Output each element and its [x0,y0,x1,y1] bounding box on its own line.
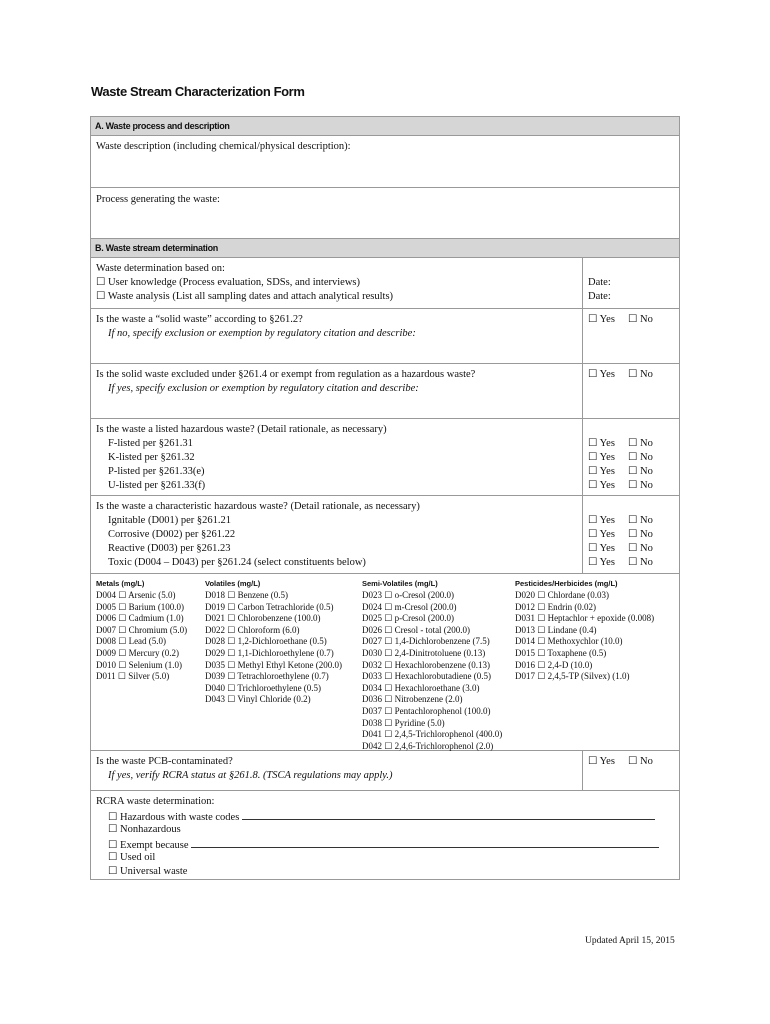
metals-constituent-checkbox[interactable]: D006 ☐ Cadmium (1.0) [96,613,184,624]
volatiles-constituent-checkbox[interactable]: D019 ☐ Carbon Tetrachloride (0.5) [205,601,334,612]
metals-constituent-checkbox[interactable]: D010 ☐ Selenium (1.0) [96,659,183,670]
listed-item: U-listed per §261.33(f) [108,480,206,491]
section-a-header: A. Waste process and description [91,117,679,136]
semivolatiles-constituent-checkbox[interactable]: D033 ☐ Hexachlorobutadiene (0.5) [362,671,492,682]
semivolatiles-column [362,578,515,751]
volatiles-column [205,578,362,744]
listed-row [91,419,679,496]
pcb-yes-checkbox[interactable]: ☐ Yes [588,756,615,767]
p-listed-yes[interactable]: ☐ Yes [588,466,615,477]
semivolatiles-constituent-checkbox[interactable]: D025 ☐ p-Cresol (200.0) [362,613,455,624]
metals-column [96,578,205,744]
metals-constituent-checkbox[interactable]: D011 ☐ Silver (5.0) [96,671,170,682]
pesticides-column [515,578,665,744]
metals-constituent-checkbox[interactable]: D007 ☐ Chromium (5.0) [96,624,188,635]
date-field-1[interactable]: Date: [588,277,611,288]
semivolatiles-constituent-checkbox[interactable]: D032 ☐ Hexachlorobenzene (0.13) [362,659,491,670]
process-field[interactable] [91,188,679,239]
constituents-grid [91,574,679,751]
characteristic-question: Is the waste a characteristic hazardous waste? (Detail rationale, as necessary) [96,501,420,512]
solid-waste-note: If no, specify exclusion or exemption by regulatory citation and describe: [108,328,416,339]
pcb-note: If yes, verify RCRA status at §261.8. (TSCA regulations may apply.) [108,770,393,781]
u-listed-yes[interactable]: ☐ Yes [588,480,615,491]
page-title: Waste Stream Characterization Form [91,84,305,99]
waste-description-field[interactable] [91,136,679,188]
pcb-row [91,751,679,791]
semivolatiles-constituent-checkbox[interactable]: D030 ☐ 2,4-Dinitrotoluene (0.13) [362,647,486,658]
ignitable-yes[interactable]: ☐ Yes [588,515,615,526]
volatiles-constituent-checkbox[interactable]: D043 ☐ Vinyl Chloride (0.2) [205,694,311,705]
characteristic-item: Corrosive (D002) per §261.22 [108,529,236,540]
reactive-no[interactable]: ☐ No [628,543,653,554]
listed-question: Is the waste a listed hazardous waste? (Detail rationale, as necessary) [96,424,387,435]
pesticides-constituent-checkbox[interactable]: D017 ☐ 2,4,5-TP (Silvex) (1.0) [515,671,630,682]
rcra-determination [91,791,679,879]
pcb-no-checkbox[interactable]: ☐ No [628,756,653,767]
universal-waste-checkbox[interactable]: ☐ Universal waste [108,866,188,877]
solid-no-checkbox[interactable]: ☐ No [628,314,653,325]
corrosive-no[interactable]: ☐ No [628,529,653,540]
semivolatiles-constituent-checkbox[interactable]: D024 ☐ m-Cresol (200.0) [362,601,457,612]
volatiles-constituent-checkbox[interactable]: D040 ☐ Trichloroethylene (0.5) [205,682,322,693]
used-oil-checkbox[interactable]: ☐ Used oil [108,852,156,863]
pesticides-constituent-checkbox[interactable]: D012 ☐ Endrin (0.02) [515,601,597,612]
pesticides-constituent-checkbox[interactable]: D014 ☐ Methoxychlor (10.0) [515,636,623,647]
listed-item: K-listed per §261.32 [108,452,195,463]
excluded-no-checkbox[interactable]: ☐ No [628,369,653,380]
determination-basis [91,258,679,309]
pesticides-constituent-checkbox[interactable]: D031 ☐ Heptachlor + epoxide (0.008) [515,613,655,624]
nonhazardous-checkbox[interactable]: ☐ Nonhazardous [108,824,181,835]
waste-codes-line[interactable] [242,809,655,820]
user-knowledge-checkbox[interactable]: ☐ User knowledge (Process evaluation, SDSs, and interviews) [96,277,360,288]
basis-heading: Waste determination based on: [96,263,225,274]
rcra-heading: RCRA waste determination: [96,796,215,807]
excluded-question: Is the solid waste excluded under §261.4 or exempt from regulation as a hazardous waste? [96,369,476,380]
exempt-checkbox[interactable]: ☐ Exempt because [108,840,189,851]
volatiles-constituent-checkbox[interactable]: D039 ☐ Tetrachloroethylene (0.7) [205,671,329,682]
semivolatiles-constituent-checkbox[interactable]: D027 ☐ 1,4-Dichlorobenzene (7.5) [362,636,490,647]
metals-constituent-checkbox[interactable]: D004 ☐ Arsenic (5.0) [96,590,176,600]
u-listed-no[interactable]: ☐ No [628,480,653,491]
volatiles-constituent-checkbox[interactable]: D021 ☐ Chlorobenzene (100.0) [205,613,321,624]
pesticides-constituent-checkbox[interactable]: D016 ☐ 2,4-D (10.0) [515,659,593,670]
excluded-note: If yes, specify exclusion or exemption by regulatory citation and describe: [108,383,419,394]
metals-constituent-checkbox[interactable]: D008 ☐ Lead (5.0) [96,636,167,647]
semivolatiles-constituent-checkbox[interactable]: D034 ☐ Hexachloroethane (3.0) [362,682,480,693]
pcb-question: Is the waste PCB-contaminated? [96,756,233,767]
volatiles-heading: Volatiles (mg/L) [205,579,261,588]
semivolatiles-constituent-checkbox[interactable]: D038 ☐ Pyridine (5.0) [362,717,445,728]
volatiles-constituent-checkbox[interactable]: D028 ☐ 1,2-Dichloroethane (0.5) [205,636,327,647]
k-listed-no[interactable]: ☐ No [628,452,653,463]
ignitable-no[interactable]: ☐ No [628,515,653,526]
semivolatiles-constituent-checkbox[interactable]: D041 ☐ 2,4,5-Trichlorophenol (400.0) [362,729,503,740]
f-listed-no[interactable]: ☐ No [628,438,653,449]
listed-item: P-listed per §261.33(e) [108,466,205,477]
section-b-header: B. Waste stream determination [91,239,679,258]
characteristic-item: Reactive (D003) per §261.23 [108,543,231,554]
semivolatiles-constituent-checkbox[interactable]: D026 ☐ Cresol - total (200.0) [362,624,471,635]
volatiles-constituent-checkbox[interactable]: D029 ☐ 1,1-Dichloroethylene (0.7) [205,647,334,658]
hazardous-checkbox[interactable]: ☐ Hazardous with waste codes [108,812,240,823]
excluded-row [91,364,679,419]
date-field-2[interactable]: Date: [588,291,611,302]
toxic-no[interactable]: ☐ No [628,557,653,568]
semivolatiles-constituent-checkbox[interactable]: D023 ☐ o-Cresol (200.0) [362,590,455,600]
solid-waste-question: Is the waste a “solid waste” according to §261.2? [96,314,303,325]
volatiles-constituent-checkbox[interactable]: D035 ☐ Methyl Ethyl Ketone (200.0) [205,659,343,670]
pesticides-constituent-checkbox[interactable]: D015 ☐ Toxaphene (0.5) [515,647,607,658]
toxic-yes[interactable]: ☐ Yes [588,557,615,568]
f-listed-yes[interactable]: ☐ Yes [588,438,615,449]
reactive-yes[interactable]: ☐ Yes [588,543,615,554]
semivolatiles-heading: Semi-Volatiles (mg/L) [362,579,438,588]
k-listed-yes[interactable]: ☐ Yes [588,452,615,463]
process-label: Process generating the waste: [96,194,220,205]
waste-form [90,116,680,880]
exempt-reason-line[interactable] [191,837,659,848]
metals-heading: Metals (mg/L) [96,579,145,588]
waste-description-label: Waste description (including chemical/physical description): [96,141,351,152]
solid-waste-row [91,309,679,364]
pesticides-heading: Pesticides/Herbicides (mg/L) [515,579,618,588]
characteristic-row [91,496,679,574]
p-listed-no[interactable]: ☐ No [628,466,653,477]
updated-date: Updated April 15, 2015 [585,936,675,946]
semivolatiles-constituent-checkbox[interactable]: D036 ☐ Nitrobenzene (2.0) [362,694,463,705]
excluded-yes-checkbox[interactable]: ☐ Yes [588,369,615,380]
characteristic-item: Toxic (D004 – D043) per §261.24 (select constituents below) [108,557,366,568]
waste-analysis-checkbox[interactable]: ☐ Waste analysis (List all sampling dates and attach analytical results) [96,291,394,302]
solid-yes-checkbox[interactable]: ☐ Yes [588,314,615,325]
metals-constituent-checkbox[interactable]: D005 ☐ Barium (100.0) [96,601,185,612]
metals-constituent-checkbox[interactable]: D009 ☐ Mercury (0.2) [96,647,180,658]
volatiles-constituent-checkbox[interactable]: D018 ☐ Benzene (0.5) [205,590,289,600]
pesticides-constituent-checkbox[interactable]: D013 ☐ Lindane (0.4) [515,624,597,635]
listed-item: F-listed per §261.31 [108,438,193,449]
semivolatiles-constituent-checkbox[interactable]: D037 ☐ Pentachlorophenol (100.0) [362,705,491,716]
pesticides-constituent-checkbox[interactable]: D020 ☐ Chlordane (0.03) [515,590,610,600]
characteristic-item: Ignitable (D001) per §261.21 [108,515,232,526]
volatiles-constituent-checkbox[interactable]: D022 ☐ Chloroform (6.0) [205,624,300,635]
corrosive-yes[interactable]: ☐ Yes [588,529,615,540]
semivolatiles-constituent-checkbox[interactable]: D042 ☐ 2,4,6-Trichlorophenol (2.0) [362,740,494,751]
